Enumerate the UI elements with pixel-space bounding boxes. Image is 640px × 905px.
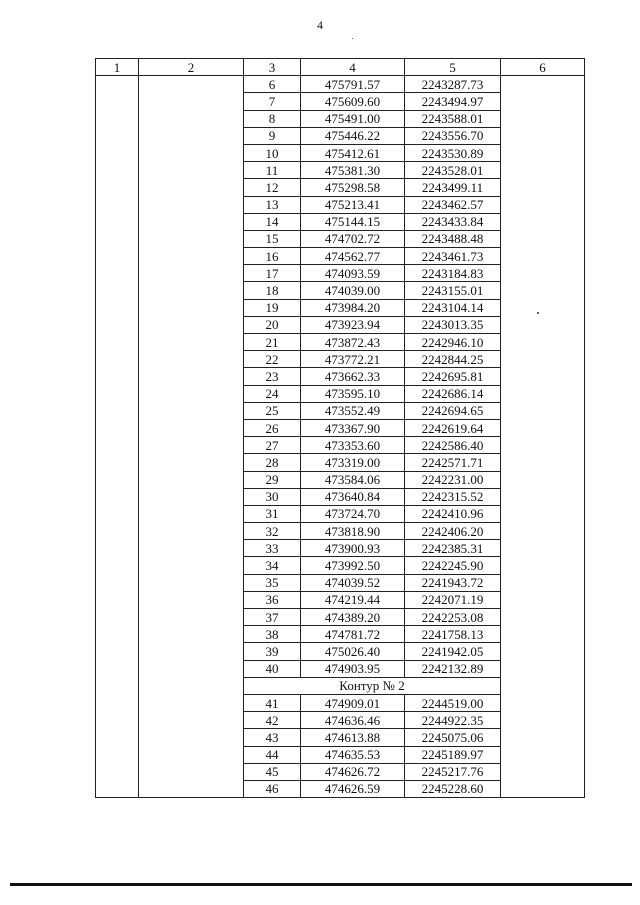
coordinate-y: 2242946.10 <box>405 334 501 351</box>
coordinate-y: 2243530.89 <box>405 144 501 161</box>
coordinate-y: 2242385.31 <box>405 540 501 557</box>
coordinate-y: 2243499.11 <box>405 179 501 196</box>
coordinate-y: 2243433.84 <box>405 213 501 230</box>
point-number: 30 <box>244 488 301 505</box>
point-number: 38 <box>244 626 301 643</box>
table-body <box>96 76 585 798</box>
coordinate-y: 2242253.08 <box>405 609 501 626</box>
coordinate-x: 474909.01 <box>301 694 405 711</box>
coordinate-y: 2242695.81 <box>405 368 501 385</box>
coordinate-x: 475446.22 <box>301 127 405 144</box>
coordinate-y: 2245217.76 <box>405 763 501 780</box>
coordinate-x: 475412.61 <box>301 144 405 161</box>
coordinate-y: 2243104.14 <box>405 299 501 316</box>
coordinate-y: 2244519.00 <box>405 694 501 711</box>
point-number: 10 <box>244 144 301 161</box>
coordinate-x: 474626.72 <box>301 763 405 780</box>
point-number: 37 <box>244 609 301 626</box>
scan-speck <box>352 38 353 39</box>
coordinate-x: 473992.50 <box>301 557 405 574</box>
point-number: 31 <box>244 505 301 522</box>
point-number: 23 <box>244 368 301 385</box>
point-number: 46 <box>244 780 301 797</box>
coordinate-y: 2242571.71 <box>405 454 501 471</box>
point-number: 6 <box>244 76 301 93</box>
point-number: 25 <box>244 402 301 419</box>
point-number: 40 <box>244 660 301 677</box>
point-number: 19 <box>244 299 301 316</box>
coordinate-x: 475298.58 <box>301 179 405 196</box>
coordinate-y: 2242132.89 <box>405 660 501 677</box>
column-header-3: 3 <box>244 59 301 76</box>
coordinate-x: 475144.15 <box>301 213 405 230</box>
coordinate-x: 473923.94 <box>301 316 405 333</box>
coordinate-x: 474636.46 <box>301 712 405 729</box>
coordinate-y: 2243287.73 <box>405 76 501 93</box>
coordinate-y: 2242410.96 <box>405 505 501 522</box>
column-header-6: 6 <box>501 59 585 76</box>
coordinate-x: 474219.44 <box>301 591 405 608</box>
coordinates-table <box>95 58 585 798</box>
point-number: 41 <box>244 694 301 711</box>
blank-column-6 <box>501 76 585 798</box>
coordinate-x: 473984.20 <box>301 299 405 316</box>
point-number: 29 <box>244 471 301 488</box>
coordinate-x: 475213.41 <box>301 196 405 213</box>
coordinate-x: 473584.06 <box>301 471 405 488</box>
coordinate-x: 474039.00 <box>301 282 405 299</box>
point-number: 34 <box>244 557 301 574</box>
point-number: 9 <box>244 127 301 144</box>
coordinate-x: 475026.40 <box>301 643 405 660</box>
page-number: 4 <box>317 18 323 32</box>
point-number: 26 <box>244 419 301 436</box>
coordinate-x: 473818.90 <box>301 523 405 540</box>
contour-label: Контур № 2 <box>244 677 501 694</box>
coordinate-y: 2243528.01 <box>405 162 501 179</box>
coordinate-x: 474389.20 <box>301 609 405 626</box>
header-row <box>96 59 585 76</box>
coordinate-x: 474613.88 <box>301 729 405 746</box>
point-number: 20 <box>244 316 301 333</box>
coordinate-y: 2243184.83 <box>405 265 501 282</box>
blank-column-2 <box>139 76 244 798</box>
coordinate-y: 2243155.01 <box>405 282 501 299</box>
coordinate-y: 2243556.70 <box>405 127 501 144</box>
coordinate-y: 2241758.13 <box>405 626 501 643</box>
point-number: 12 <box>244 179 301 196</box>
point-number: 33 <box>244 540 301 557</box>
coordinate-y: 2241942.05 <box>405 643 501 660</box>
coordinate-y: 2243488.48 <box>405 230 501 247</box>
table-row <box>96 76 585 93</box>
coordinate-x: 473595.10 <box>301 385 405 402</box>
point-number: 17 <box>244 265 301 282</box>
coordinate-y: 2242619.64 <box>405 419 501 436</box>
blank-column-1 <box>96 76 139 798</box>
point-number: 13 <box>244 196 301 213</box>
coordinate-x: 474903.95 <box>301 660 405 677</box>
coordinate-x: 475491.00 <box>301 110 405 127</box>
coordinate-x: 475791.57 <box>301 76 405 93</box>
coordinate-x: 473900.93 <box>301 540 405 557</box>
coordinate-y: 2245189.97 <box>405 746 501 763</box>
point-number: 27 <box>244 437 301 454</box>
point-number: 22 <box>244 351 301 368</box>
coordinate-x: 474635.53 <box>301 746 405 763</box>
bottom-rule <box>10 883 632 886</box>
coordinate-y: 2242231.00 <box>405 471 501 488</box>
coordinate-y: 2243013.35 <box>405 316 501 333</box>
coordinate-x: 473319.00 <box>301 454 405 471</box>
coordinate-y: 2243494.97 <box>405 93 501 110</box>
coordinate-y: 2242245.90 <box>405 557 501 574</box>
point-number: 28 <box>244 454 301 471</box>
coordinate-x: 474781.72 <box>301 626 405 643</box>
coordinate-y: 2241943.72 <box>405 574 501 591</box>
coordinate-y: 2245075.06 <box>405 729 501 746</box>
point-number: 14 <box>244 213 301 230</box>
coordinate-x: 473353.60 <box>301 437 405 454</box>
table-header <box>96 59 585 76</box>
scan-speck <box>537 312 539 314</box>
coordinate-y: 2242586.40 <box>405 437 501 454</box>
coordinate-x: 473662.33 <box>301 368 405 385</box>
coordinate-x: 473724.70 <box>301 505 405 522</box>
coordinate-x: 473640.84 <box>301 488 405 505</box>
point-number: 42 <box>244 712 301 729</box>
column-header-2: 2 <box>139 59 244 76</box>
coordinate-y: 2242406.20 <box>405 523 501 540</box>
point-number: 11 <box>244 162 301 179</box>
coordinate-x: 474626.59 <box>301 780 405 797</box>
point-number: 18 <box>244 282 301 299</box>
coordinate-x: 474039.52 <box>301 574 405 591</box>
coordinate-x: 473872.43 <box>301 334 405 351</box>
point-number: 36 <box>244 591 301 608</box>
coordinate-y: 2243462.57 <box>405 196 501 213</box>
coordinate-y: 2242071.19 <box>405 591 501 608</box>
point-number: 8 <box>244 110 301 127</box>
point-number: 16 <box>244 248 301 265</box>
point-number: 15 <box>244 230 301 247</box>
column-header-4: 4 <box>301 59 405 76</box>
point-number: 39 <box>244 643 301 660</box>
point-number: 7 <box>244 93 301 110</box>
coordinate-y: 2242315.52 <box>405 488 501 505</box>
column-header-1: 1 <box>96 59 139 76</box>
coordinate-x: 474093.59 <box>301 265 405 282</box>
coordinate-y: 2243588.01 <box>405 110 501 127</box>
point-number: 44 <box>244 746 301 763</box>
point-number: 24 <box>244 385 301 402</box>
coordinate-y: 2242686.14 <box>405 385 501 402</box>
coordinate-y: 2242694.65 <box>405 402 501 419</box>
coordinate-y: 2243461.73 <box>405 248 501 265</box>
coordinate-y: 2244922.35 <box>405 712 501 729</box>
point-number: 45 <box>244 763 301 780</box>
coordinate-x: 473552.49 <box>301 402 405 419</box>
coordinate-x: 473367.90 <box>301 419 405 436</box>
coordinate-x: 475609.60 <box>301 93 405 110</box>
point-number: 43 <box>244 729 301 746</box>
point-number: 21 <box>244 334 301 351</box>
column-header-5: 5 <box>405 59 501 76</box>
coordinate-x: 475381.30 <box>301 162 405 179</box>
point-number: 32 <box>244 523 301 540</box>
coordinate-y: 2242844.25 <box>405 351 501 368</box>
coordinate-x: 474702.72 <box>301 230 405 247</box>
coordinate-x: 474562.77 <box>301 248 405 265</box>
coordinate-y: 2245228.60 <box>405 780 501 797</box>
coordinate-x: 473772.21 <box>301 351 405 368</box>
point-number: 35 <box>244 574 301 591</box>
